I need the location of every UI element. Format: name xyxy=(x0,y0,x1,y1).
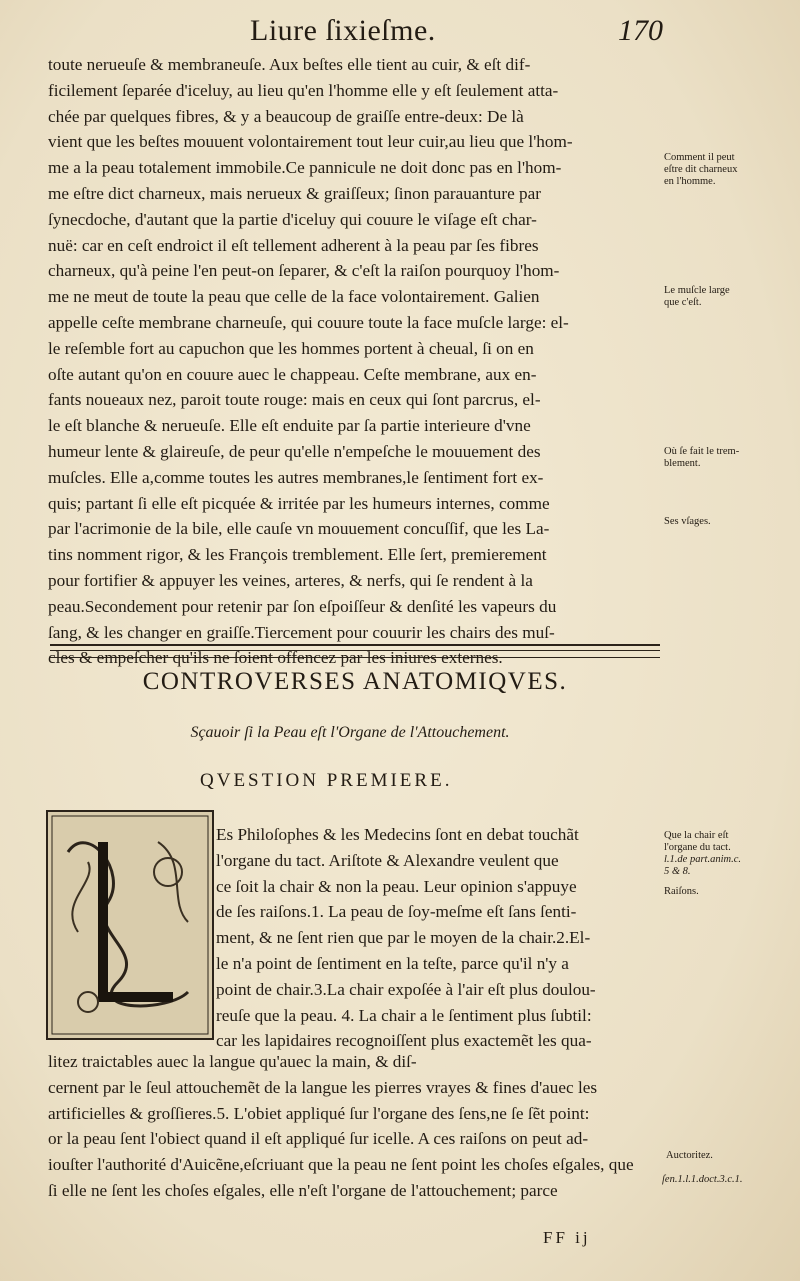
margin-note-line: ſen.1.l.1.doct.3.c.1. xyxy=(662,1174,743,1185)
margin-note xyxy=(664,516,794,528)
text-line: ce ſoit la chair & non la peau. Leur opinion s'appuye xyxy=(216,876,577,896)
text-line: muſcles. Elle a,comme toutes les autres membranes,le ſentiment fort ex- xyxy=(48,467,544,487)
text-line: point de chair.3.La chair expoſée à l'air eſt plus doulou- xyxy=(216,979,596,999)
text-line: nuë: car en ceſt endroict il eſt tellement adherent à la peau par ſes fibres xyxy=(48,235,539,255)
section-subtitle: Sçauoir ſi la Peau eſt l'Organe de l'Attouchement. xyxy=(190,724,510,741)
margin-note xyxy=(664,446,794,470)
text-line: le reſemble fort au capuchon que les hommes portent à cheual, ſi on en xyxy=(48,338,534,358)
margin-note xyxy=(664,152,794,188)
text-line: quis; partant ſi elle eſt picquée & irritée par les humeurs internes, comme xyxy=(48,493,550,513)
divider-rule xyxy=(50,650,660,651)
text-line: l'organe du tact. Ariſtote & Alexandre veulent que xyxy=(216,850,559,870)
text-line: ſi elle ne ſent les choſes eſgales, elle n'eſt l'organe de l'attouchement; parce xyxy=(48,1180,558,1200)
section-heading: CONTROVERSES ANATOMIQVES. xyxy=(142,668,568,695)
text-line: peau.Secondement pour retenir par ſon eſpoiſſeur & denſité les vapeurs du xyxy=(48,596,557,616)
text-line: car les lapidaires recognoiſſent plus exactemẽt les qua- xyxy=(216,1031,592,1051)
text-line: me eſtre dict charneux, mais nerueux & graiſſeux; ſinon parauanture par xyxy=(48,183,541,203)
ornamental-initial-l-icon xyxy=(48,812,212,1038)
text-line: oſte autant qu'on en couure auec le chappeau. Ceſte membrane, aux en- xyxy=(48,364,537,384)
text-line: humeur lente & glaireuſe, de peur qu'elle n'empeſche le mouuement des xyxy=(48,441,541,461)
margin-note xyxy=(664,830,794,878)
margin-note-line: blement. xyxy=(664,458,701,469)
text-line: appelle ceſte membrane charneuſe, qui couure toute la face muſcle large: el- xyxy=(48,312,569,332)
running-header: Liure ſixieſme. xyxy=(250,14,436,47)
margin-note xyxy=(666,1150,796,1162)
margin-note-line: en l'homme. xyxy=(664,176,716,187)
text-line: tins nomment rigor, & les François tremblement. Elle ſert, premierement xyxy=(48,545,547,565)
text-line: de ſes raiſons.1. La peau de ſoy-meſme eſt ſans ſenti- xyxy=(216,902,577,922)
margin-note-line: Le muſcle large xyxy=(664,285,730,296)
text-line: litez traictables auec la langue qu'auec la main, & diſ- xyxy=(48,1052,417,1071)
margin-note-line: Que la chair eſt xyxy=(664,830,729,841)
text-line: chée par quelques fibres, & y a beaucoup de graiſſe entre-deux: De là xyxy=(48,106,524,126)
text-line: me ne meut de toute la peau que celle de la face volontairement. Galien xyxy=(48,287,540,307)
text-line: fants noueaux nez, paroit toute rouge: mais en ceux qui ſont parcrus, el- xyxy=(48,390,541,410)
text-line: charneux, qu'à peine l'en peut-on ſeparer, & c'eſt la raiſon pourquoy l'hom- xyxy=(48,261,560,281)
margin-note-line: eſtre dit charneux xyxy=(664,164,738,175)
margin-note-line: Ses vſages. xyxy=(664,516,711,527)
signature-mark: FF ij xyxy=(543,1228,591,1247)
question-paragraph-indented xyxy=(216,822,662,1054)
text-line: me a la peau totalement immobile.Ce pannicule ne doit donc pas en l'hom- xyxy=(48,158,562,178)
text-line: Es Philoſophes & les Medecins ſont en debat touchãt xyxy=(216,825,579,844)
text-line: artificielles & groſſieres.5. L'obiet appliqué ſur l'organe des ſens,ne ſe ſẽt point: xyxy=(48,1103,590,1123)
margin-note-line: l'organe du tact. xyxy=(664,842,731,853)
text-line: iouſter l'authorité d'Auicẽne,eſcriuant que la peau ne ſent point les choſes eſgales, que xyxy=(48,1155,634,1175)
text-line: ſynecdoche, d'autant que la partie d'iceluy qui couure le viſage eſt char- xyxy=(48,209,537,229)
text-line: ſang, & les changer en graiſſe.Tiercement pour couurir les chairs des muſ- xyxy=(48,622,555,642)
question-paragraph-full xyxy=(48,1049,660,1204)
margin-note-line: Comment il peut xyxy=(664,152,735,163)
text-line: cernent par le ſeul attouchemẽt de la langue les pierres vrayes & fines d'auec les xyxy=(48,1077,598,1097)
text-line: le eſt blanche & nerueuſe. Elle eſt enduite par ſa partie interieure d'vne xyxy=(48,416,531,436)
margin-note-line: Auctoritez. xyxy=(666,1150,713,1161)
decorated-initial-image xyxy=(46,810,214,1040)
margin-note-line: Où ſe fait le trem- xyxy=(664,446,740,457)
text-line: ficilement ſeparée d'iceluy, au lieu qu'en l'homme elle y eſt ſeulement atta- xyxy=(48,80,559,100)
text-line: or la peau ſent l'obiect quand il eſt appliqué ſur icelle. A ces raiſons on peut ad- xyxy=(48,1129,589,1149)
margin-note xyxy=(664,886,794,898)
question-title: QVESTION PREMIERE. xyxy=(200,770,453,791)
text-line: toute nerueuſe & membraneuſe. Aux beſtes elle tient au cuir, & eſt dif- xyxy=(48,55,531,74)
divider-rule xyxy=(50,657,660,658)
margin-note-line: l.1.de part.anim.c. xyxy=(664,854,741,865)
margin-note xyxy=(662,1174,792,1186)
body-text xyxy=(48,52,660,671)
text-line: pour fortifier & appuyer les veines, arteres, & nerfs, qui ſe rendent à la xyxy=(48,570,533,590)
text-line: par l'acrimonie de la bile, elle cauſe vn mouuement concuſſif, que les La- xyxy=(48,519,550,539)
text-line: vient que les beſtes mouuent volontairement tout leur cuir,au lieu que l'hom- xyxy=(48,132,573,152)
margin-note xyxy=(664,285,794,309)
margin-note-line: que c'eſt. xyxy=(664,297,702,308)
text-line: le n'a point de ſentiment en la teſte, parce qu'il n'y a xyxy=(216,953,569,973)
divider-rule xyxy=(50,644,660,646)
page-number: 170 xyxy=(618,14,663,47)
margin-note-line: Raiſons. xyxy=(664,886,699,897)
text-line: cles & empeſcher qu'ils ne ſoient offencez par les iniures externes. xyxy=(48,648,503,668)
margin-note-line: 5 & 8. xyxy=(664,866,691,877)
text-line: ment, & ne ſent rien que par le moyen de la chair.2.El- xyxy=(216,928,591,948)
text-line: reuſe que la peau. 4. La chair a le ſentiment plus ſubtil: xyxy=(216,1005,592,1025)
